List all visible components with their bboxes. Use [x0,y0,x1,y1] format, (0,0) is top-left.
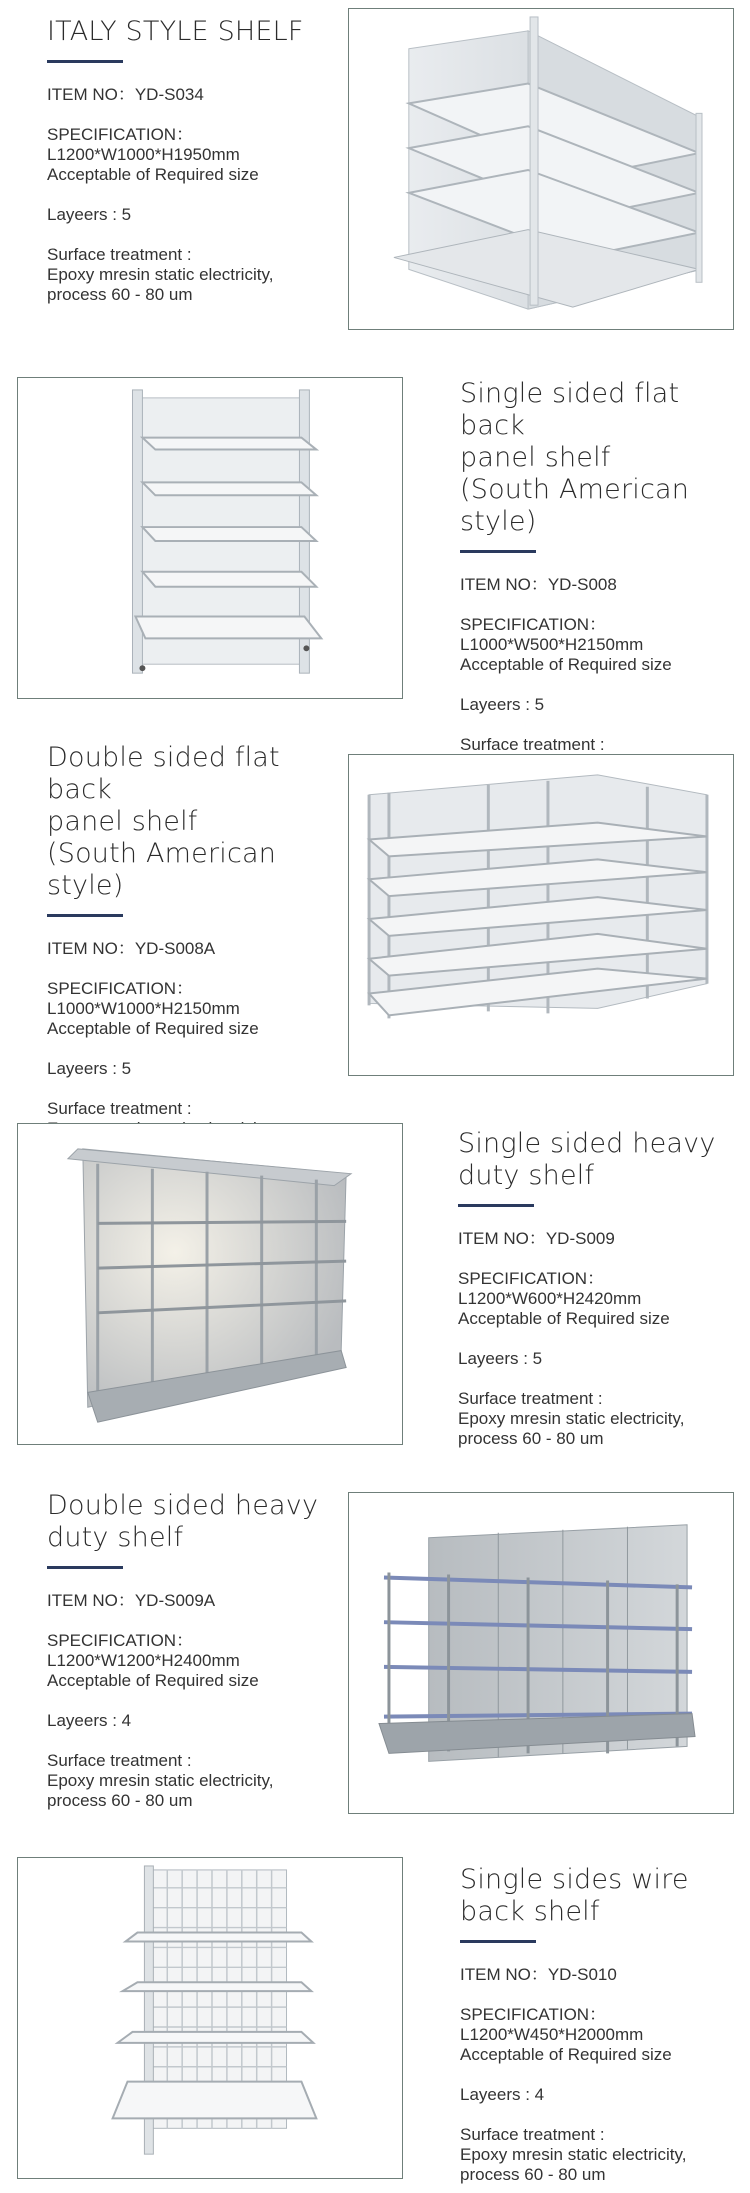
surface-line-1: Epoxy mresin static electricity, [460,2145,687,2164]
spec-label: SPECIFICATION： [460,2005,607,2024]
surface-line-2: process 60 - 80 um [47,285,193,304]
double-sided-heavy-duty-shelf-image [348,1492,734,1814]
product-info [460,1864,750,2185]
product-info [47,742,347,1159]
product-title [47,16,377,48]
shelf-illustration [349,9,733,329]
product-block-single-heavy-duty [0,1098,750,1464]
surface-line-1: Epoxy mresin static electricity, [47,1771,274,1790]
layers: Layeers : 4 [47,1711,132,1730]
shelf-illustration [18,1124,402,1444]
surface-line-2: process 60 - 80 um [458,1429,604,1448]
layers: Layeers : 5 [47,205,132,224]
surface-treatment [47,1751,347,1811]
spec-label: SPECIFICATION： [460,615,607,634]
specification [460,615,750,675]
surface-label: Surface treatment : [460,735,605,754]
spec-label: SPECIFICATION： [47,979,194,998]
spec-note: Acceptable of Required size [47,1019,259,1038]
spec-size: L1200*W600*H2420mm [458,1289,642,1308]
product-title [47,1490,347,1554]
double-sided-flat-back-shelf-image [348,754,734,1076]
layers: Layeers : 4 [460,2085,545,2104]
product-title [47,742,347,902]
title-line: panel shelf [460,442,611,473]
spec-note: Acceptable of Required size [458,1309,670,1328]
title-underline [47,914,123,917]
title-line: ITALY STYLE SHELF [47,16,304,47]
product-block-single-flat-back [0,366,750,754]
surface-label: Surface treatment : [47,1099,192,1118]
title-underline [458,1204,534,1207]
spec-size: L1200*W1000*H1950mm [47,145,240,164]
title-line: Single sides wire [460,1864,689,1895]
product-info [458,1128,748,1449]
title-line: Double sided heavy [47,1490,319,1521]
spec-size: L1200*W1200*H2400mm [47,1651,240,1670]
product-block-italy-style [0,0,750,366]
spec-size: L1000*W1000*H2150mm [47,999,240,1018]
specification [47,979,347,1039]
surface-line-1: Epoxy mresin static electricity, [47,265,274,284]
product-title [460,1864,750,1928]
spec-label: SPECIFICATION： [47,1631,194,1650]
spec-note: Acceptable of Required size [460,655,672,674]
surface-label: Surface treatment : [460,2125,605,2144]
product-info [47,16,377,305]
spec-size: L1000*W500*H2150mm [460,635,644,654]
surface-line-2: process 60 - 80 um [47,1791,193,1810]
shelf-illustration [18,378,402,698]
layers: Layeers : 5 [460,695,545,714]
title-underline [47,60,123,63]
item-number: ITEM NO：YD-S008A [47,939,216,958]
product-block-single-wire-back [0,1830,750,2193]
surface-treatment [458,1389,748,1449]
surface-line-2: process 60 - 80 um [460,2165,606,2184]
title-underline [47,1566,123,1569]
shelf-illustration [349,1493,733,1813]
title-line: panel shelf [47,806,198,837]
title-line: Double sided flat back [47,742,280,805]
surface-line-1: Epoxy mresin static electricity, [458,1409,685,1428]
spec-note: Acceptable of Required size [47,1671,259,1690]
layers: Layeers : 5 [458,1349,543,1368]
product-block-double-flat-back [0,732,750,1118]
title-line: duty shelf [458,1160,595,1191]
single-sided-flat-back-shelf-image [17,377,403,699]
title-line: (South American style) [47,838,277,901]
single-sided-heavy-duty-shelf-image [17,1123,403,1445]
product-title [460,378,750,538]
title-line: Single sided flat back [460,378,680,441]
shelf-illustration [349,755,733,1075]
single-sided-wire-back-shelf-image [17,1857,403,2179]
specification [47,1631,347,1691]
shelf-illustration [18,1858,402,2178]
layers: Layeers : 5 [47,1059,132,1078]
specification [47,125,377,185]
title-line: back shelf [460,1896,600,1927]
spec-note: Acceptable of Required size [460,2045,672,2064]
surface-label: Surface treatment : [47,1751,192,1770]
surface-label: Surface treatment : [458,1389,603,1408]
item-number: ITEM NO：YD-S034 [47,85,204,104]
title-underline [460,1940,536,1943]
item-number: ITEM NO：YD-S009A [47,1591,216,1610]
product-title [458,1128,748,1192]
item-number: ITEM NO：YD-S008 [460,575,617,594]
title-underline [460,550,536,553]
spec-size: L1200*W450*H2000mm [460,2025,644,2044]
item-number: ITEM NO：YD-S010 [460,1965,617,1984]
specification [458,1269,748,1329]
title-line: (South American style) [460,474,690,537]
surface-treatment [460,2125,750,2185]
surface-label: Surface treatment : [47,245,192,264]
product-info [47,1490,347,1811]
specification [460,2005,750,2065]
item-number: ITEM NO：YD-S009 [458,1229,615,1248]
double-sided-gondola-shelf-image [348,8,734,330]
spec-label: SPECIFICATION： [458,1269,605,1288]
spec-note: Acceptable of Required size [47,165,259,184]
title-line: duty shelf [47,1522,184,1553]
product-block-double-heavy-duty [0,1464,750,1830]
spec-label: SPECIFICATION： [47,125,194,144]
surface-treatment [47,245,377,305]
title-line: Single sided heavy [458,1128,716,1159]
